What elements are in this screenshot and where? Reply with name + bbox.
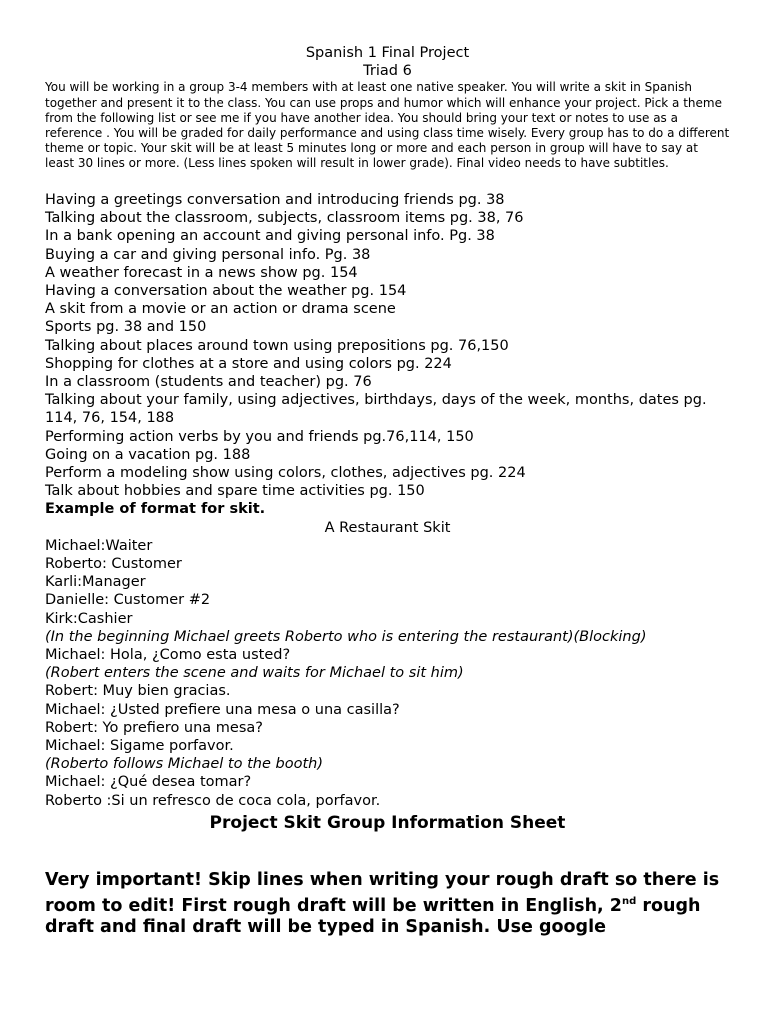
script-lines (45, 628, 730, 810)
script-line: (Roberto follows Michael to the booth) (45, 756, 323, 773)
theme-item: Going on a vacation pg. 188 (45, 446, 251, 463)
script-line: Michael: ¿Qué desea tomar? (45, 774, 252, 791)
theme-item: In a bank opening an account and giving personal info. Pg. 38 (45, 228, 495, 245)
script-line: Michael: Sigame porfavor. (45, 738, 234, 755)
theme-item: A weather forecast in a news show pg. 154 (45, 264, 358, 281)
cast-list (45, 537, 730, 628)
cast-item: Kirk:Cashier (45, 610, 133, 627)
theme-list (45, 191, 730, 500)
theme-item: Buying a car and giving personal info. Pg. 38 (45, 246, 371, 263)
document-title (45, 44, 730, 80)
script-line: Robert: Muy bien gracias. (45, 683, 231, 700)
document-page (45, 44, 730, 938)
theme-item: Having a greetings conversation and introducing friends pg. 38 (45, 191, 505, 208)
script-line: Roberto :Si un refresco de coca cola, porfavor. (45, 792, 381, 809)
script-line: Michael: Hola, ¿Como esta usted? (45, 647, 291, 664)
cast-item: Michael:Waiter (45, 537, 153, 554)
theme-item: Having a conversation about the weather pg. 154 (45, 282, 407, 299)
ordinal-superscript: nd (621, 895, 637, 907)
important-text-continued: rough draft and final draft will be typed in Spanish. Use google (45, 895, 701, 937)
cast-item: Karli:Manager (45, 574, 146, 591)
subtitle-line: Triad 6 (363, 63, 412, 80)
intro-paragraph: You will be working in a group 3-4 members with at least one native speaker. You will write a skit in Spanish together and present it to the class. You can use props and humor which will enhance your project. Pick a theme from the following list or see me if you have another idea. You should bring your text or notes to use as a reference . You will be graded for daily performance and using class time wisely. Every group has to do a different theme or topic. Your skit will be at least 5 minutes long or more and each person in group will have to say at least 30 lines or more. (Less lines spoken will result in lower grade). Final video needs to have subtitles. (45, 80, 730, 170)
cast-item: Danielle: Customer #2 (45, 592, 211, 609)
theme-item: In a classroom (students and teacher) pg. 76 (45, 374, 372, 390)
skit-title: A Restaurant Skit (324, 519, 451, 536)
example-heading: Example of format for skit. (45, 501, 266, 518)
theme-item: A skit from a movie or an action or drama scene (45, 301, 396, 318)
script-line: Michael: ¿Usted prefiere una mesa o una casilla? (45, 701, 400, 718)
important-text: Very important! Skip lines when writing your rough draft so there is room to edit! First rough draft will be written in English, 2 (45, 869, 720, 916)
theme-item: Talking about your family, using adjectives, birthdays, days of the week, months, dates pg. 114, 76, 154, 188 (45, 392, 707, 427)
script-line: Robert: Yo prefiero una mesa? (45, 719, 263, 736)
important-note (45, 870, 730, 938)
theme-item: Shopping for clothes at a store and using colors pg. 224 (45, 355, 452, 372)
theme-item: Sports pg. 38 and 150 (45, 319, 207, 336)
cast-item: Roberto: Customer (45, 556, 182, 573)
script-line: (Robert enters the scene and waits for Michael to sit him) (45, 665, 464, 682)
theme-item: Talking about places around town using prepositions pg. 76,150 (45, 337, 509, 354)
title-line: Spanish 1 Final Project (305, 45, 470, 61)
theme-item: Talk about hobbies and spare time activities pg. 150 (45, 483, 425, 500)
theme-item: Talking about the classroom, subjects, classroom items pg. 38, 76 (45, 210, 524, 227)
theme-item: Perform a modeling show using colors, clothes, adjectives pg. 224 (45, 465, 526, 482)
info-sheet-title: Project Skit Group Information Sheet (209, 812, 566, 833)
theme-item: Performing action verbs by you and friends pg.76,114, 150 (45, 428, 474, 445)
script-line: (In the beginning Michael greets Roberto who is entering the restaurant)(Blocking) (45, 628, 647, 645)
